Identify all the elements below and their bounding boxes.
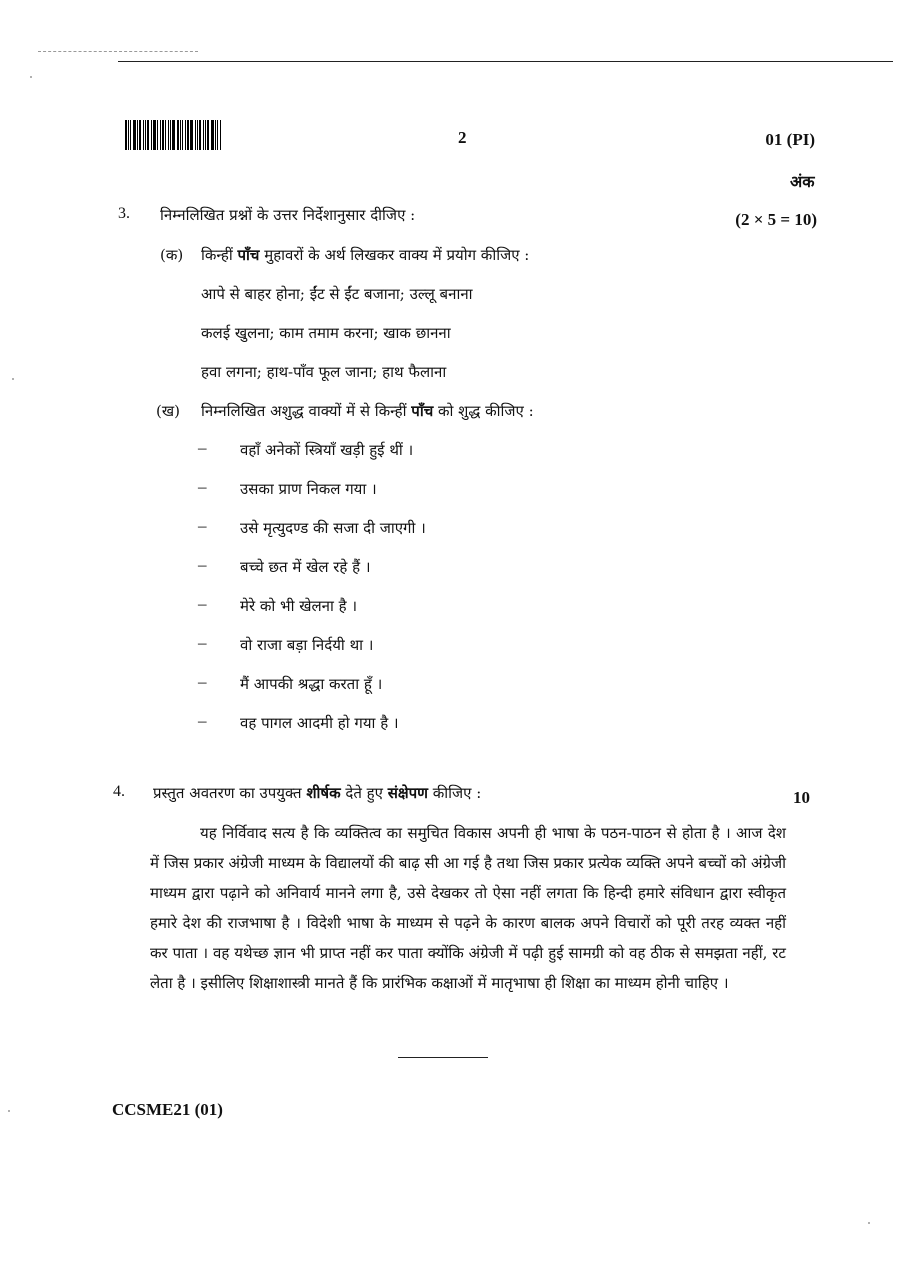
idiom-line: हवा लगना; हाथ-पाँव फूल जाना; हाथ फैलाना: [201, 363, 447, 381]
incorrect-sentence: मैं आपकी श्रद्धा करता हूँ ।: [240, 675, 383, 693]
incorrect-sentence: वह पागल आदमी हो गया है ।: [240, 714, 399, 732]
scan-speck: [12, 378, 14, 380]
list-dash: –: [198, 711, 207, 730]
list-dash: –: [198, 555, 207, 574]
question-4-marks: 10: [793, 788, 810, 807]
question-3-instruction: निम्नलिखित प्रश्नों के उत्तर निर्देशानुसार दीजिए :: [160, 206, 416, 224]
incorrect-sentence: मेरे को भी खेलना है ।: [240, 597, 358, 615]
question-3-number: 3.: [118, 205, 130, 222]
barcode: [125, 120, 249, 150]
incorrect-sentence: बच्चे छत में खेल रहे हैं ।: [240, 558, 371, 576]
question-3-marks: (2 × 5 = 10): [735, 210, 817, 229]
idiom-line: कलई खुलना; काम तमाम करना; खाक छानना: [201, 324, 451, 342]
incorrect-sentence: उसे मृत्युदण्ड की सजा दी जाएगी ।: [240, 519, 426, 537]
part-a-instruction: किन्हीं पाँच मुहावरों के अर्थ लिखकर वाक्य में प्रयोग कीजिए :: [201, 246, 530, 264]
footer-code: CCSME21 (01): [112, 1100, 223, 1119]
list-dash: –: [198, 438, 207, 457]
question-4-number: 4.: [113, 783, 125, 800]
scan-speck: [30, 76, 32, 78]
paper-code: 01 (PI): [765, 130, 815, 149]
page-number: 2: [458, 128, 467, 147]
marks-column-label: अंक: [790, 172, 815, 191]
passage: यह निर्विवाद सत्य है कि व्यक्तित्व का समुचित विकास अपनी ही भाषा के पठन-पाठन से होता है । आज देश में जिस प्रकार अंग्रेजी माध्यम के विद्यालयों की बाढ़ सी आ गई है तथा जिस प्रकार प्रत्येक व्यक्ति अपने बच्चों को अंग्रेजी माध्यम द्वारा पढ़ाने को अनिवार्य मानने लगा है, उसे देखकर तो ऐसा नहीं लगता कि हिन्दी हमारे संविधान द्वारा स्वीकृत हमारे देश की राजभाषा है । विदेशी भाषा के माध्यम से पढ़ने के कारण बालक अपने विचारों को पूरी तरह व्यक्त नहीं कर पाता । वह यथेच्छ ज्ञान भी प्राप्त नहीं कर पाता क्योंकि अंग्रेजी में पढ़ी हुई सामग्री को वह ठीक से समझता नहीं, रट लेता है । इसीलिए शिक्षाशास्त्री मानते हैं कि प्रारंभिक कक्षाओं में मातृभाषा ही शिक्षा का माध्यम होनी चाहिए ।: [150, 824, 786, 992]
list-dash: –: [198, 516, 207, 535]
question-4-instruction: प्रस्तुत अवतरण का उपयुक्त शीर्षक देते हुए संक्षेपण कीजिए :: [153, 784, 482, 802]
scan-speck: [8, 1110, 10, 1112]
part-b-instruction: निम्नलिखित अशुद्ध वाक्यों में से किन्हीं पाँच को शुद्ध कीजिए :: [201, 402, 534, 420]
idiom-line: आपे से बाहर होना; ईंट से ईंट बजाना; उल्लू बनाना: [201, 285, 473, 303]
scan-edge-line: [38, 51, 198, 52]
part-a-label: (क): [160, 246, 184, 264]
scan-speck: [868, 1222, 870, 1224]
incorrect-sentence: उसका प्राण निकल गया ।: [240, 480, 377, 498]
list-dash: –: [198, 477, 207, 496]
incorrect-sentence: वो राजा बड़ा निर्दयी था ।: [240, 636, 374, 654]
list-dash: –: [198, 672, 207, 691]
incorrect-sentence: वहाँ अनेकों स्त्रियाँ खड़ी हुई थीं ।: [240, 441, 414, 459]
part-b-label: (ख): [156, 402, 180, 420]
header-rule: [118, 61, 893, 62]
list-dash: –: [198, 633, 207, 652]
list-dash: –: [198, 594, 207, 613]
end-separator: [398, 1057, 488, 1058]
